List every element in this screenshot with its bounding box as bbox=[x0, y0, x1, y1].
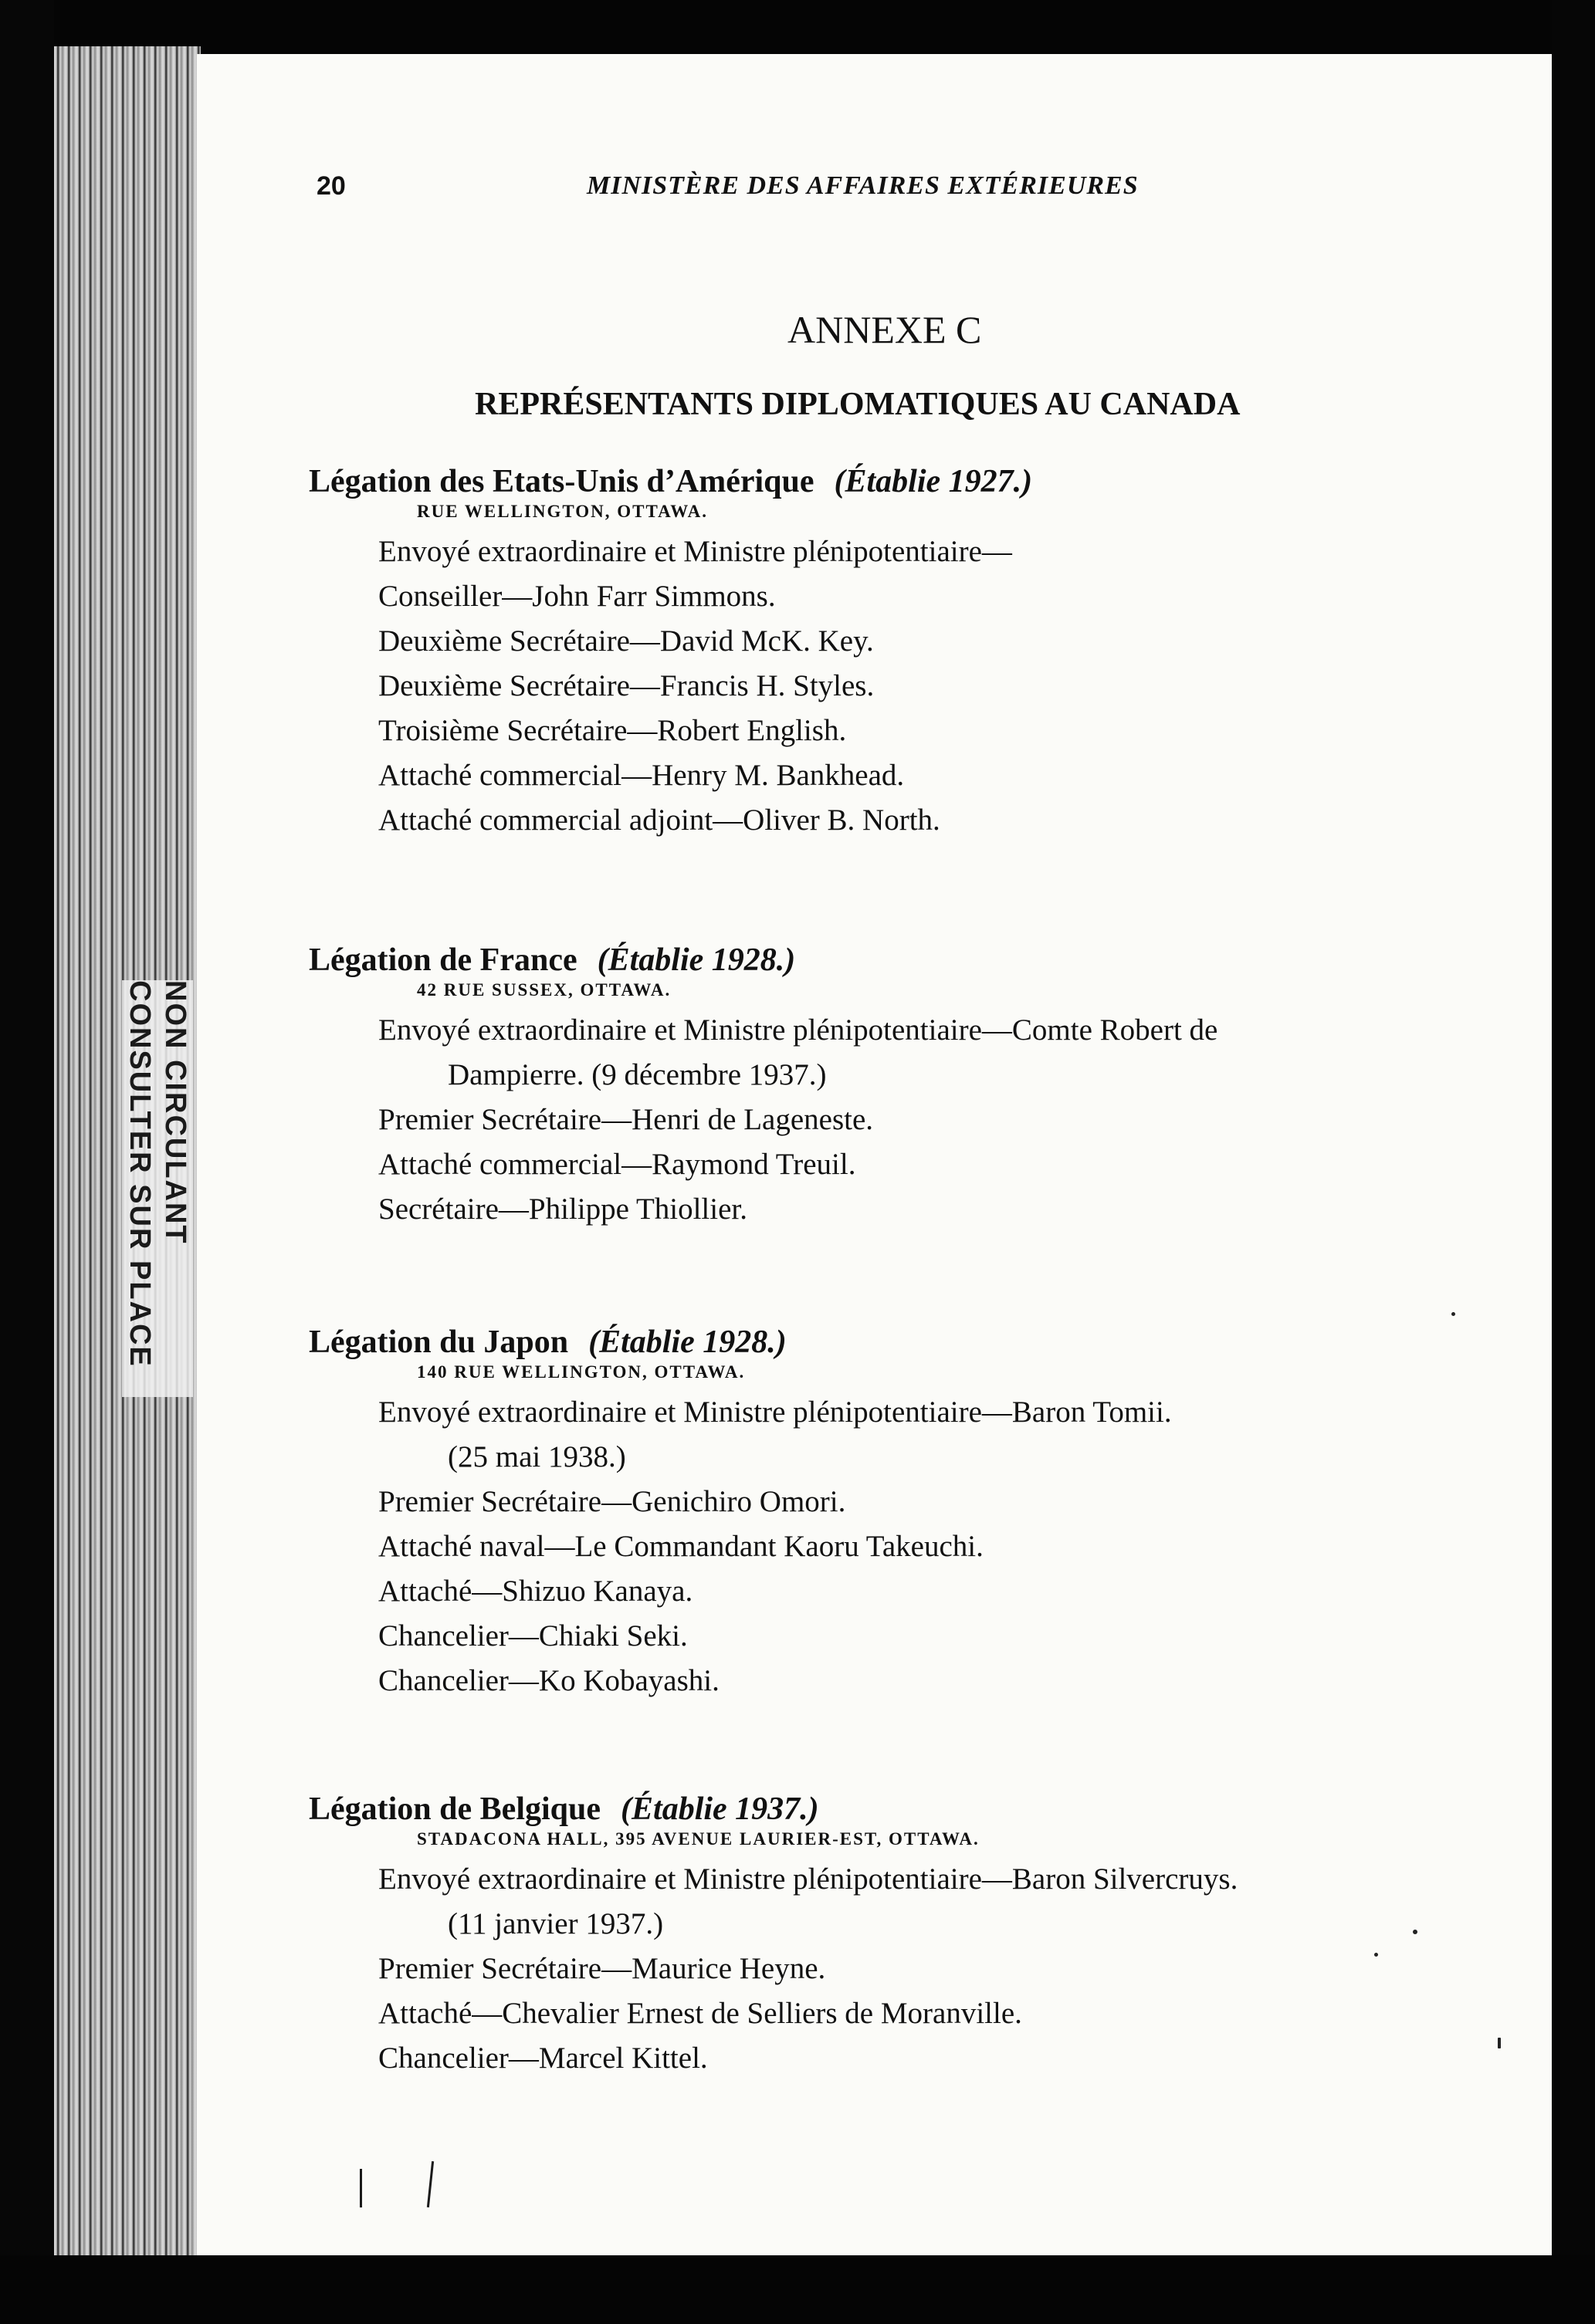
scan-border-left bbox=[0, 0, 54, 2324]
staff-list bbox=[309, 1857, 1513, 2081]
running-head: MINISTÈRE DES AFFAIRES EXTÉRIEURES bbox=[587, 171, 1139, 200]
staff-text: Attaché naval—Le Commandant Kaoru Takeuchi. bbox=[378, 1530, 984, 1563]
staff-list bbox=[309, 1390, 1513, 1703]
staff-text: Attaché commercial—Henry M. Bankhead. bbox=[378, 759, 905, 792]
legation-heading bbox=[309, 1324, 1513, 1361]
legation-name: Légation de Belgique bbox=[309, 1791, 601, 1827]
staff-entry bbox=[309, 1480, 1513, 1524]
staff-entry bbox=[309, 1857, 1513, 1947]
legation-heading bbox=[309, 942, 1513, 979]
scan-speck bbox=[1451, 1312, 1455, 1316]
staff-entry bbox=[309, 1569, 1513, 1614]
staff-list bbox=[309, 529, 1513, 843]
staff-text: Envoyé extraordinaire et Ministre plénipotentiaire— bbox=[378, 535, 1012, 568]
scan-speck bbox=[1498, 2038, 1501, 2048]
staff-entry bbox=[309, 1524, 1513, 1569]
staff-entry bbox=[309, 753, 1513, 798]
staff-text: Deuxième Secrétaire—David McK. Key. bbox=[378, 624, 874, 658]
staff-list bbox=[309, 1008, 1513, 1232]
staff-text: Attaché commercial adjoint—Oliver B. North. bbox=[378, 803, 940, 837]
legation-heading bbox=[309, 1791, 1513, 1828]
section-title: REPRÉSENTANTS DIPLOMATIQUES AU CANADA bbox=[475, 387, 1241, 422]
staff-entry bbox=[309, 529, 1513, 574]
legation-block bbox=[309, 942, 1513, 1232]
page-header bbox=[317, 171, 1228, 210]
staff-text-continued: Dampierre. (9 décembre 1937.) bbox=[448, 1058, 827, 1091]
legation-block bbox=[309, 463, 1513, 843]
staff-text: Secrétaire—Philippe Thiollier. bbox=[378, 1192, 747, 1226]
legation-address: 42 RUE SUSSEX, OTTAWA. bbox=[417, 980, 672, 1000]
scan-border-top bbox=[0, 0, 1595, 54]
stamp-line-1: NON CIRCULANT bbox=[157, 980, 193, 1397]
staff-text: Troisième Secrétaire—Robert English. bbox=[378, 714, 847, 747]
annex-title: ANNEXE C bbox=[787, 308, 982, 351]
legation-name: Légation du Japon bbox=[309, 1324, 569, 1360]
staff-entry bbox=[309, 1947, 1513, 1991]
legation-address: 140 RUE WELLINGTON, OTTAWA. bbox=[417, 1362, 746, 1382]
staff-text: Chancelier—Marcel Kittel. bbox=[378, 2042, 708, 2075]
staff-entry bbox=[309, 574, 1513, 619]
staff-entry bbox=[309, 1098, 1513, 1142]
legation-name: Légation de France bbox=[309, 942, 577, 978]
staff-text: Attaché—Shizuo Kanaya. bbox=[378, 1575, 693, 1608]
staff-text: Envoyé extraordinaire et Ministre plénipotentiaire—Baron Tomii. bbox=[378, 1395, 1172, 1429]
staff-entry bbox=[309, 1008, 1513, 1098]
legation-address: RUE WELLINGTON, OTTAWA. bbox=[417, 502, 709, 521]
staff-entry bbox=[309, 1659, 1513, 1703]
staff-entry bbox=[309, 2036, 1513, 2081]
staff-entry bbox=[309, 1614, 1513, 1659]
legation-block bbox=[309, 1324, 1513, 1703]
legation-address: STADACONA HALL, 395 AVENUE LAURIER-EST, OTTAWA. bbox=[417, 1829, 980, 1849]
legation-established: (Établie 1928.) bbox=[597, 942, 796, 978]
staff-entry bbox=[309, 1991, 1513, 2036]
scan-speck bbox=[1374, 1953, 1378, 1957]
staff-text: Chancelier—Ko Kobayashi. bbox=[378, 1664, 720, 1697]
staff-entry bbox=[309, 664, 1513, 709]
staff-entry bbox=[309, 1142, 1513, 1187]
staff-entry bbox=[309, 619, 1513, 664]
staff-text: Envoyé extraordinaire et Ministre plénipotentiaire—Baron Silvercruys. bbox=[378, 1862, 1238, 1896]
legation-block bbox=[309, 1791, 1513, 2081]
staff-text: Premier Secrétaire—Genichiro Omori. bbox=[378, 1485, 846, 1518]
scan-border-bottom bbox=[0, 2255, 1595, 2324]
legation-heading bbox=[309, 463, 1513, 500]
legation-established: (Établie 1928.) bbox=[588, 1324, 787, 1360]
staff-entry bbox=[309, 1390, 1513, 1480]
legation-established: (Établie 1927.) bbox=[834, 464, 1033, 499]
staff-text: Deuxième Secrétaire—Francis H. Styles. bbox=[378, 669, 875, 702]
staff-text: Conseiller—John Farr Simmons. bbox=[378, 580, 776, 613]
staff-entry bbox=[309, 798, 1513, 843]
staff-text: Premier Secrétaire—Henri de Lageneste. bbox=[378, 1103, 874, 1136]
scan-speck bbox=[1413, 1930, 1417, 1934]
staff-text: Envoyé extraordinaire et Ministre plénipotentiaire—Comte Robert de bbox=[378, 1013, 1218, 1047]
staff-text: Premier Secrétaire—Maurice Heyne. bbox=[378, 1952, 826, 1985]
legation-established: (Établie 1937.) bbox=[621, 1791, 819, 1827]
staff-text-continued: (25 mai 1938.) bbox=[448, 1440, 626, 1473]
staff-text: Attaché—Chevalier Ernest de Selliers de Moranville. bbox=[378, 1997, 1022, 2030]
legation-name: Légation des Etats-Unis d’Amérique bbox=[309, 464, 814, 499]
staff-text: Attaché commercial—Raymond Treuil. bbox=[378, 1148, 856, 1181]
stamp-line-2: CONSULTER SUR PLACE bbox=[122, 980, 157, 1397]
library-stamp bbox=[116, 980, 193, 1397]
page-number: 20 bbox=[317, 171, 346, 201]
scan-mark bbox=[360, 2169, 362, 2207]
scan-border-right bbox=[1552, 0, 1595, 2324]
staff-text-continued: (11 janvier 1937.) bbox=[448, 1907, 664, 1940]
staff-entry bbox=[309, 709, 1513, 753]
staff-entry bbox=[309, 1187, 1513, 1232]
staff-text: Chancelier—Chiaki Seki. bbox=[378, 1619, 688, 1653]
